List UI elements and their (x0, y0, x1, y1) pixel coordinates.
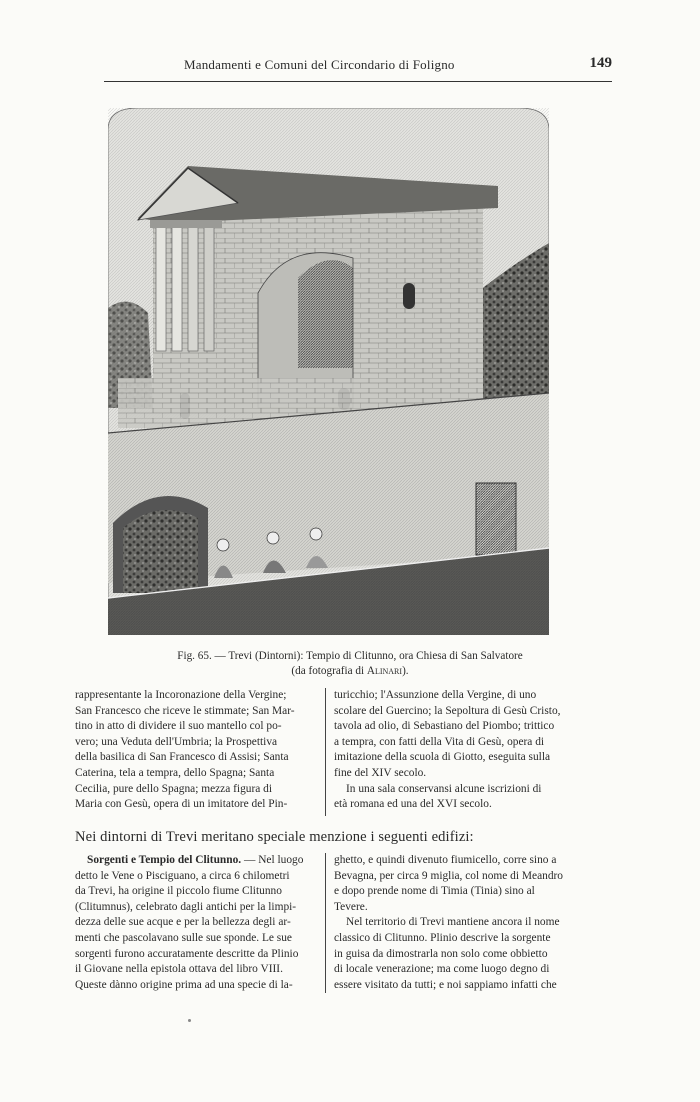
text-line: Bevagna, per circa 9 miglia, col nome di Meandro (334, 869, 563, 882)
text-line: — Nel luogo (241, 854, 304, 866)
text-line: età romana ed una del XVI secolo. (334, 798, 492, 811)
text-line: detto le Vene o Pisciguano, a circa 6 chilometri (75, 869, 290, 882)
column-left-upper (75, 688, 315, 813)
text-line: Tevere. (334, 900, 368, 913)
text-line: tino in atto di dividere il suo mantello col po- (75, 720, 282, 733)
caption-source-suffix: ). (402, 665, 409, 677)
section-heading: Sorgenti e Tempio del Clitunno. (87, 854, 242, 866)
text-line: di locale venerazione; ma come luogo degno di (334, 963, 550, 976)
text-line: da Trevi, ha origine il piccolo fiume Clitunno (75, 885, 282, 898)
text-line: classico di Clitunno. Plinio descrive la sorgente (334, 931, 551, 944)
text-line: scolare del Guercino; la Sepoltura di Gesù Cristo, (334, 704, 561, 717)
text-line: San Francesco che riceve le stimmate; San Mar- (75, 704, 295, 717)
text-line: dezza delle sue acque e per la bellezza degli ar- (75, 916, 291, 929)
header-rule (104, 81, 612, 82)
text-line: tavola ad olio, di Sebastiano del Piombo; trittico (334, 720, 555, 733)
figure-caption (90, 649, 610, 679)
running-header (104, 53, 612, 81)
text-line: Nel territorio di Trevi mantiene ancora il nome (346, 916, 560, 929)
text-line: in guisa da dimostrarla non solo come obbietto (334, 947, 548, 960)
paragraph-first-line (75, 853, 315, 869)
text-line: fine del XIV secolo. (334, 766, 427, 779)
column-right-upper (334, 688, 612, 813)
section-intro: Nei dintorni di Trevi meritano speciale menzione i seguenti edifizi: (75, 829, 474, 845)
text-line: Cecilia, pure dello Spagna; mezza figura di (75, 782, 273, 795)
text-line: menti che pascolavano sulle sue sponde. Le sue (75, 931, 292, 944)
caption-line-1: Fig. 65. — Trevi (Dintorni): Tempio di Clitunno, ora Chiesa di San Salvatore (177, 650, 523, 662)
text-line: e dopo prende nome di Timia (Tinia) sino al (334, 885, 535, 898)
text-line: In una sala conservansi alcune iscrizioni di (346, 782, 542, 795)
column-right-lower (334, 853, 612, 993)
header-title: Mandamenti e Comuni del Circondario di Foligno (184, 57, 455, 72)
ink-speck (188, 1019, 191, 1022)
engraving-figure (108, 108, 549, 635)
text-line: imitazione della scuola di Giotto, eseguita sulla (334, 751, 551, 764)
text-line: rappresentante la Incoronazione della Vergine; (75, 689, 287, 701)
text-line: Caterina, tela a tempra, dello Spagna; Santa (75, 766, 275, 779)
temple-engraving-image (108, 108, 549, 635)
text-line: vero; una Veduta dell'Umbria; la Prospettiva (75, 735, 278, 748)
text-line: essere visitato da tutti; e noi sappiamo infatti che (334, 978, 557, 991)
text-line: della basilica di San Francesco di Assisi; Santa (75, 751, 289, 764)
column-divider (325, 688, 326, 816)
text-line: turicchio; l'Assunzione della Vergine, di uno (334, 689, 537, 701)
text-line: a tempra, con fatti della Vita di Gesù, opera di (334, 735, 545, 748)
page-number: 149 (589, 55, 612, 71)
text-line: (Clitumnus), celebrato dagli antichi per la limpi- (75, 900, 297, 913)
text-line: il Giovane nella epistola ottava del libro VIII. (75, 963, 283, 976)
text-line: sorgenti furono accuratamente descritte da Plinio (75, 947, 299, 960)
column-divider (325, 853, 326, 993)
text-line: Queste dànno origine prima ad una specie di la- (75, 978, 293, 991)
caption-line-2 (90, 664, 610, 679)
text-line: ghetto, e quindi divenuto fiumicello, corre sino a (334, 854, 557, 866)
caption-source-prefix: (da fotografia di (291, 665, 365, 677)
caption-photographer: Alinari (366, 665, 403, 677)
column-left-lower (75, 853, 315, 993)
text-line: Maria con Gesù, opera di un imitatore del Pin- (75, 798, 288, 811)
